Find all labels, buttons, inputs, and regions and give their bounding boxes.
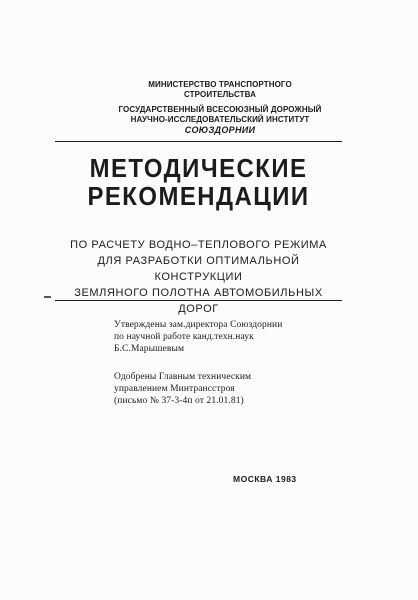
approval-1-line-3: Б.С.Марышевым	[114, 344, 185, 354]
subtitle-line-3: ЗЕМЛЯНОГО ПОЛОТНА АВТОМОБИЛЬНЫХ ДОРОГ	[74, 287, 323, 315]
approval-2-line-3: (письмо № 37-3-4п от 21.01.81)	[114, 396, 244, 406]
bottom-divider	[55, 300, 342, 301]
subtitle-line-2: ДЛЯ РАЗРАБОТКИ ОПТИМАЛЬНОЙ КОНСТРУКЦИИ	[97, 255, 300, 283]
approval-2-line-1: Одобрены Главным техническим	[114, 372, 252, 382]
approval-1-line-2: по научной работе канд.техн.наук	[114, 332, 254, 342]
document-subtitle	[55, 237, 342, 317]
ministry-line-2: СТРОИТЕЛЬСТВА	[184, 90, 256, 99]
city-year: МОСКВА 1983	[233, 474, 297, 484]
approval-2-line-2: управлением Минтрансстроя	[114, 384, 235, 394]
subtitle-line-1: ПО РАСЧЕТУ ВОДНО–ТЕПЛОВОГО РЕЖИМА	[70, 239, 327, 251]
top-divider	[55, 141, 342, 142]
issuer-header	[110, 80, 330, 135]
document-title	[66, 154, 330, 210]
title-line-1: МЕТОДИЧЕСКИЕ	[89, 153, 308, 183]
institute-brand: СОЮЗДОРНИИ	[184, 125, 256, 135]
institute-line-2: НАУЧНО-ИССЛЕДОВАТЕЛЬСКИЙ ИНСТИТУТ	[130, 115, 310, 124]
approval-paragraph-1	[114, 319, 374, 355]
approval-1-line-1: Утверждены зам.директора Союздорнии	[114, 320, 283, 330]
margin-mark	[44, 296, 51, 298]
title-line-2: РЕКОМЕНДАЦИИ	[87, 181, 310, 211]
institute-line-1: ГОСУДАРСТВЕННЫЙ ВСЕСОЮЗНЫЙ ДОРОЖНЫЙ	[118, 105, 322, 114]
ministry-line-1: МИНИСТЕРСТВО ТРАНСПОРТНОГО	[148, 80, 292, 89]
approval-paragraph-2	[114, 371, 374, 407]
